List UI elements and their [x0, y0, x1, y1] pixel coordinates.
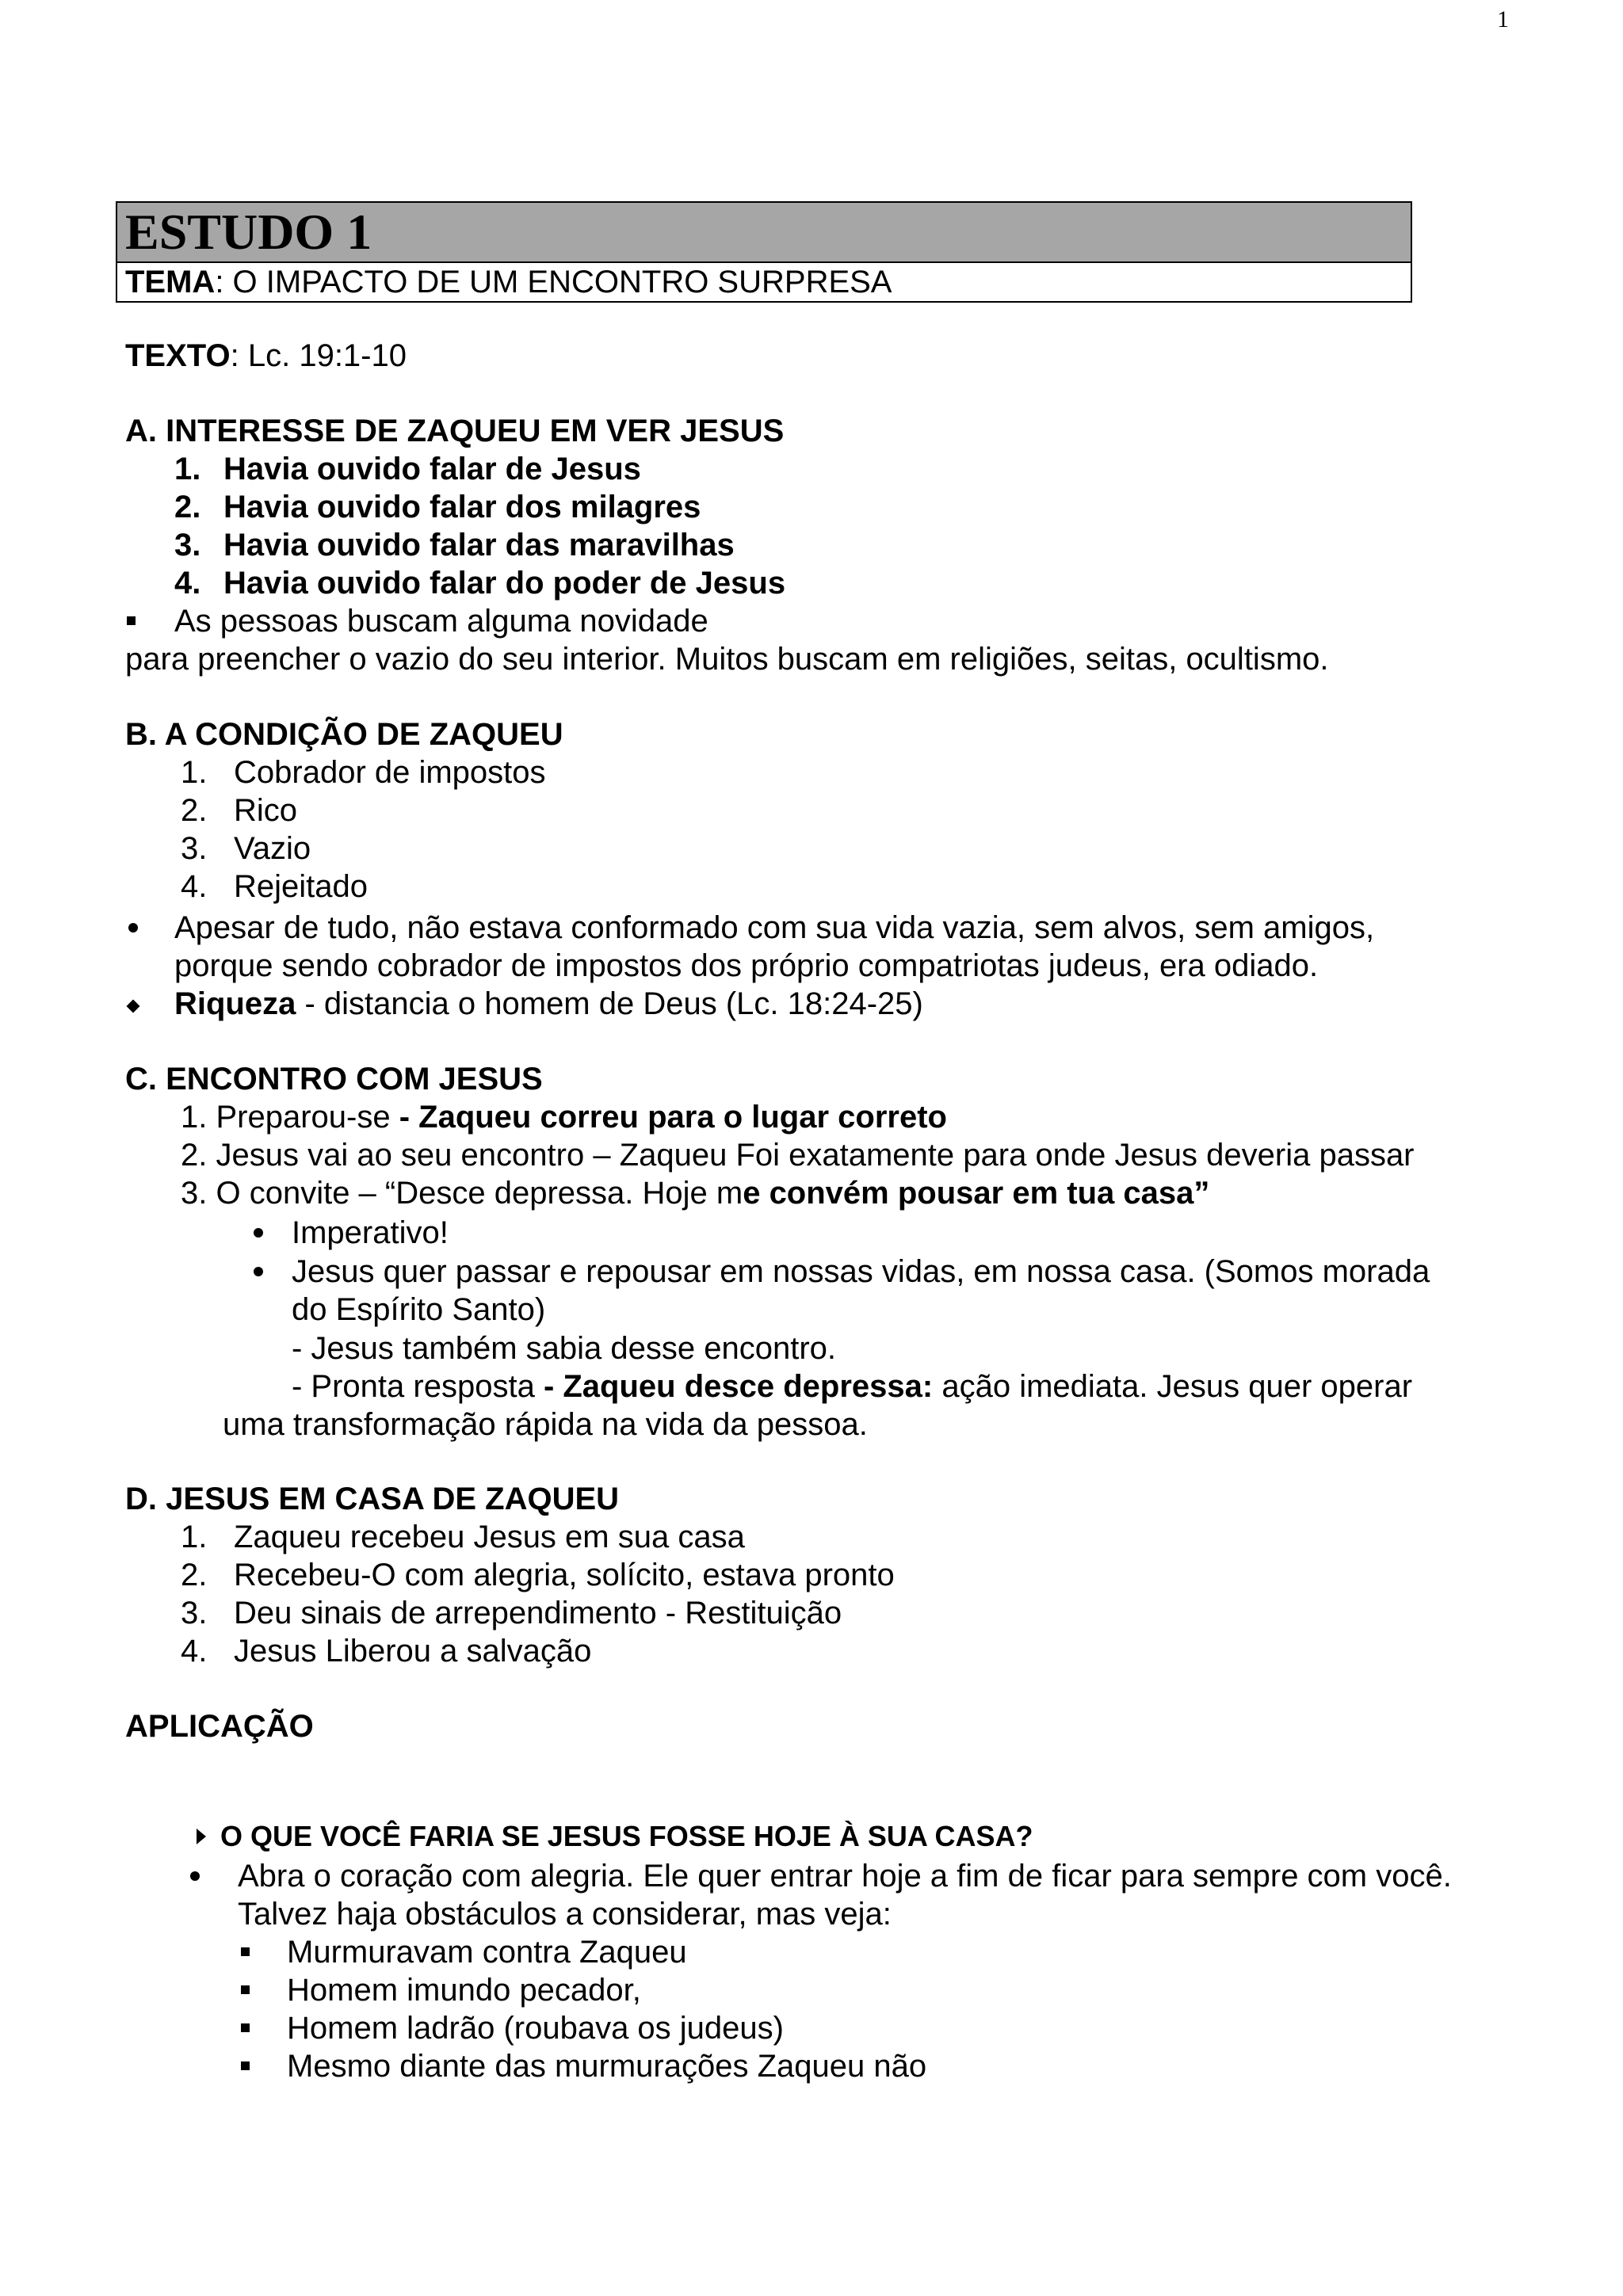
section-c-sub-2-line-1: Jesus quer passar e repousar em nossas vidas, em nossa casa. (Somos morada	[292, 1254, 1430, 1289]
square-bullet-icon	[241, 1985, 250, 1994]
section-a-item-2: 2. Havia ouvido falar dos milagres	[174, 490, 701, 524]
round-bullet-icon	[190, 1871, 200, 1881]
section-c-item-1: 1. Preparou-se - Zaqueu correu para o lugar correto	[181, 1100, 947, 1135]
riqueza-text: - distancia o homem de Deus (Lc. 18:24-25)	[296, 986, 923, 1021]
section-a-item-3: 3. Havia ouvido falar das maravilhas	[174, 528, 735, 563]
study-header-box	[116, 201, 1412, 303]
section-c-sub-2-line-2: do Espírito Santo)	[292, 1292, 546, 1327]
round-bullet-icon	[254, 1228, 263, 1238]
square-bullet-icon	[241, 2061, 250, 2070]
section-b-item-2: 2. Rico	[181, 793, 298, 828]
texto-line	[125, 337, 407, 375]
riqueza-label: Riqueza	[174, 986, 296, 1021]
square-bullet-icon	[241, 2023, 250, 2032]
aplicacao-subitem-4: Mesmo diante das murmurações Zaqueu não	[287, 2049, 927, 2084]
theme-label: TEMA	[125, 265, 216, 299]
section-d-item-4: 4. Jesus Liberou a salvação	[181, 1634, 592, 1669]
aplicacao-question: O QUE VOCÊ FARIA SE JESUS FOSSE HOJE À SUA CASA?	[220, 1820, 1033, 1852]
riqueza-line	[174, 985, 923, 1023]
aplicacao-title: APLICAÇÃO	[125, 1709, 314, 1744]
section-c-sub-1: Imperativo!	[292, 1215, 449, 1250]
texto-label: TEXTO	[125, 338, 231, 373]
section-c-dash-2: - Pronta resposta - Zaqueu desce depressa: ação imediata. Jesus quer operar	[292, 1369, 1413, 1404]
round-bullet-icon	[128, 923, 138, 933]
study-title: ESTUDO 1	[117, 203, 1411, 263]
section-b-bullet-line-2: porque sendo cobrador de impostos dos próprio compatriotas judeus, era odiado.	[174, 948, 1319, 983]
section-c-dash-1: - Jesus também sabia desse encontro.	[292, 1331, 837, 1366]
texto-ref: : Lc. 19:1-10	[230, 338, 407, 373]
section-a-item-1: 1. Havia ouvido falar de Jesus	[174, 452, 641, 486]
aplicacao-subitem-2: Homem imundo pecador,	[287, 1973, 641, 2008]
section-c-item-2: 2. Jesus vai ao seu encontro – Zaqueu Foi exatamente para onde Jesus deveria passar	[181, 1138, 1415, 1173]
theme-line	[117, 263, 1411, 301]
section-b-item-4: 4. Rejeitado	[181, 869, 369, 904]
section-d-item-3: 3. Deu sinais de arrependimento - Restituição	[181, 1596, 842, 1630]
aplicacao-subitem-1: Murmuravam contra Zaqueu	[287, 1935, 687, 1970]
section-a-title: A. INTERESSE DE ZAQUEU EM VER JESUS	[125, 414, 785, 448]
theme-text: : O IMPACTO DE UM ENCONTRO SURPRESA	[215, 265, 892, 299]
aplicacao-bullet-line-2: Talvez haja obstáculos a considerar, mas veja:	[238, 1897, 892, 1932]
section-a-continuation: para preencher o vazio do seu interior. Muitos buscam em religiões, seitas, ocultismo.	[125, 642, 1329, 677]
square-bullet-icon	[241, 1947, 250, 1956]
section-b-item-3: 3. Vazio	[181, 831, 311, 866]
round-bullet-icon	[254, 1267, 263, 1276]
diamond-bullet-icon	[127, 1000, 140, 1013]
page-number: 1	[1497, 6, 1509, 32]
section-b-bullet-line-1: Apesar de tudo, não estava conformado com sua vida vazia, sem alvos, sem amigos,	[174, 910, 1375, 945]
square-bullet-icon	[127, 616, 136, 625]
section-d-title: D. JESUS EM CASA DE ZAQUEU	[125, 1482, 620, 1516]
section-d-item-1: 1. Zaqueu recebeu Jesus em sua casa	[181, 1520, 745, 1554]
section-c-dash-2-continuation: uma transformação rápida na vida da pessoa.	[223, 1407, 868, 1442]
aplicacao-bullet-line-1: Abra o coração com alegria. Ele quer entrar hoje a fim de ficar para sempre com você.	[238, 1859, 1452, 1894]
section-a-item-4: 4. Havia ouvido falar do poder de Jesus	[174, 566, 786, 601]
triangle-bullet-icon	[197, 1829, 206, 1844]
section-c-title: C. ENCONTRO COM JESUS	[125, 1062, 543, 1097]
section-c-item-3: 3. O convite – “Desce depressa. Hoje me convém pousar em tua casa”	[181, 1176, 1210, 1211]
section-d-item-2: 2. Recebeu-O com alegria, solícito, estava pronto	[181, 1558, 895, 1592]
section-b-item-1: 1. Cobrador de impostos	[181, 755, 546, 790]
section-a-bullet: As pessoas buscam alguma novidade	[174, 604, 708, 639]
aplicacao-subitem-3: Homem ladrão (roubava os judeus)	[287, 2011, 784, 2046]
section-b-title: B. A CONDIÇÃO DE ZAQUEU	[125, 717, 563, 752]
